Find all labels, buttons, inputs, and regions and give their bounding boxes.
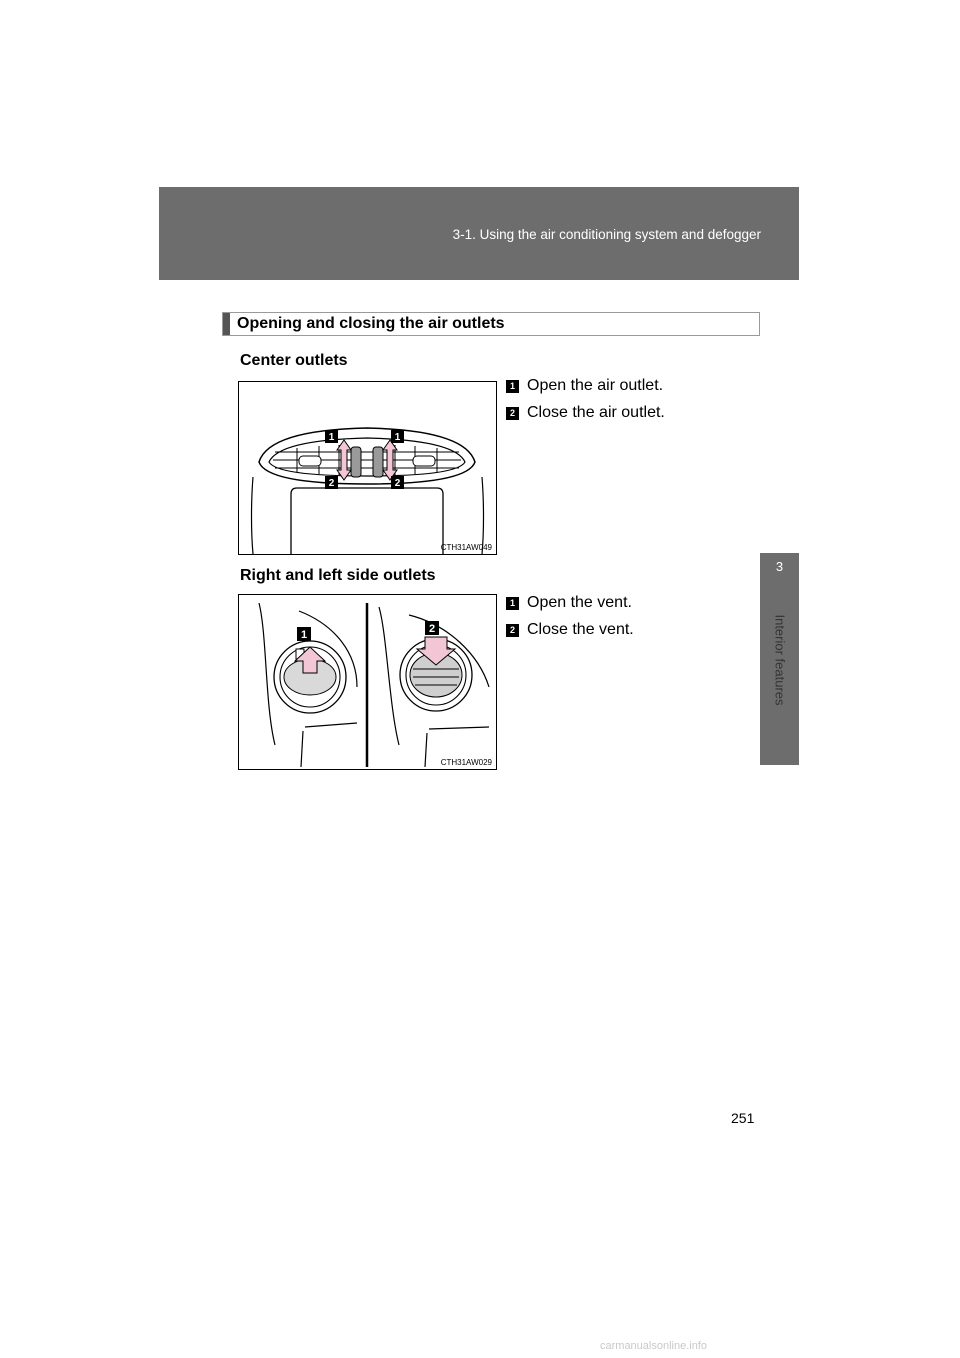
side-outlets-illustration [239,595,496,769]
section-heading [222,312,760,336]
center-figure-code: CTH31AW049 [440,543,492,552]
chapter-label: Interior features [772,614,788,706]
svg-text:2: 2 [394,478,401,489]
header-title: 3-1. Using the air conditioning system and defogger [452,227,761,242]
svg-text:1: 1 [328,432,335,443]
side-list-item-2 [506,621,634,639]
side-list-item-1 [506,594,632,612]
svg-text:1: 1 [394,432,401,443]
side-item-1-text: Open the vent. [527,594,632,611]
side-callout-1 [297,627,311,641]
side-outlets-figure [238,594,497,770]
svg-text:2: 2 [328,478,335,489]
center-list-item-1 [506,377,663,395]
center-callout-1a [325,430,338,443]
center-callout-1b [391,430,404,443]
chapter-number: 3 [775,559,784,574]
num-badge-2: 2 [506,407,519,420]
footer-watermark: carmanualsonline.info [600,1340,708,1352]
side-callout-2 [425,621,439,635]
num-badge-1: 1 [506,597,519,610]
svg-text:1: 1 [300,629,308,641]
num-badge-1: 1 [506,380,519,393]
center-callout-2b [391,476,404,489]
footer [0,1340,960,1358]
section-heading-bar [223,313,230,335]
center-outlets-heading: Center outlets [240,352,348,369]
svg-text:2: 2 [428,623,436,635]
page-number: 251 [731,1110,755,1126]
center-outlets-figure [238,381,497,555]
center-list-item-2 [506,404,665,422]
center-item-2-text: Close the air outlet. [527,404,665,421]
section-title: Opening and closing the air outlets [237,315,505,332]
header-band [159,187,799,280]
side-outlets-heading: Right and left side outlets [240,567,436,584]
side-figure-code: CTH31AW029 [440,758,492,767]
center-callout-2a [325,476,338,489]
num-badge-2: 2 [506,624,519,637]
center-outlets-illustration [239,382,496,554]
center-item-1-text: Open the air outlet. [527,377,664,394]
side-item-2-text: Close the vent. [527,621,634,638]
chapter-label-wrap [768,585,792,735]
